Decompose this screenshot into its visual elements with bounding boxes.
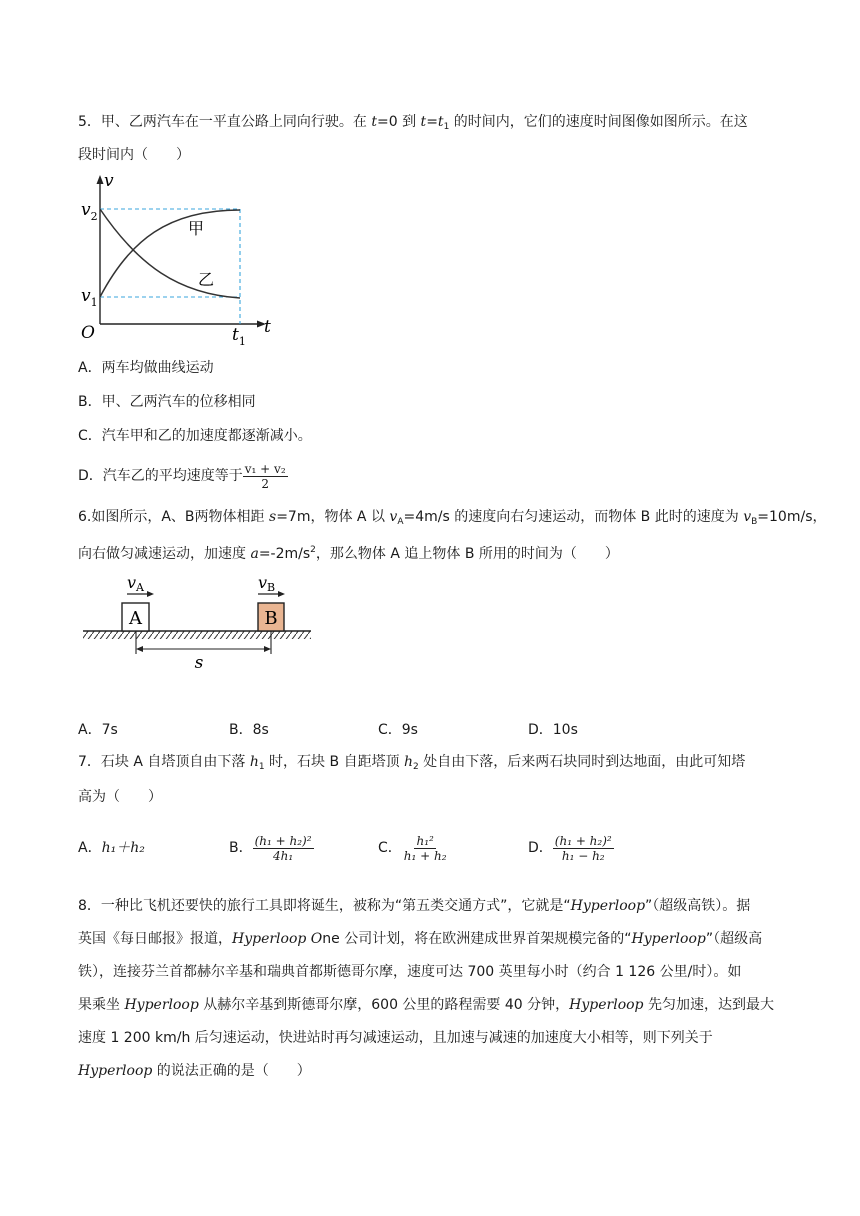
q7-option-d-fraction: $\frac{\text{(h₁ + h₂)²}}{\text{h₁ − h₂}}$ — [554, 833, 612, 863]
velocity-b-label: vB — [258, 573, 276, 594]
q6-option-d[interactable]: D．10s — [528, 722, 578, 738]
q7-option-c[interactable]: C． $\frac{\text{h₁²}}{\text{h₁ + h₂}}$ — [378, 833, 447, 863]
q6-motion-diagram — [80, 570, 320, 672]
q8-stem-line2: 英国《每日邮报》报道，Hyperloop One 公司计划，将在欧洲建成世界首架规模完备的“Hyperloop”（超级高 — [78, 931, 763, 947]
curve-jia-label: 甲 — [188, 219, 205, 238]
q7-option-a[interactable]: A．h₁＋h₂ — [78, 840, 145, 856]
velocity-a-label: vA — [127, 573, 144, 594]
q6-option-c[interactable]: C．9s — [378, 722, 418, 738]
q7-option-d[interactable]: D． $\frac{\text{(h₁ + h₂)²}}{\text{h₁ − h₂}}$ — [528, 833, 612, 863]
distance-label: s — [194, 653, 204, 672]
q7-option-b[interactable]: B． $\frac{\text{(h₁ + h₂)²}}{\text{4h₁}}$ — [229, 833, 312, 863]
q5-option-c[interactable]: C．汽车甲和乙的加速度都逐渐减小。 — [78, 428, 312, 444]
curve-jia — [100, 210, 240, 297]
graph-v1-label: $v_1$ — [81, 286, 98, 309]
q8-stem-line3: 铁），连接芬兰首都赫尔辛基和瑞典首都斯德哥尔摩，速度可达 700 英里每小时（约合 1 126 公里/时）。如 — [78, 964, 742, 980]
graph-v-label: v — [104, 171, 114, 191]
q8-stem-line1: 8．一种比飞机还要快的旅行工具即将诞生，被称为“第五类交通方式”，它就是“Hyperloop”（超级高铁）。据 — [78, 898, 751, 914]
q6-stem-line1: 6.如图所示，A、B两物体相距 s=7m，物体 A 以 $v_A=4m/s$ 的速度向右匀速运动，而物体 B 此时的速度为 $v_B=10m/s$， — [78, 509, 827, 527]
q5-stem-line2: 段时间内（ ） — [78, 147, 190, 163]
q8-stem-line6: Hyperloop 的说法正确的是（ ） — [78, 1063, 311, 1079]
q7-option-c-fraction: $\frac{\text{h₁²}}{\text{h₁ + h₂}}$ — [403, 833, 447, 863]
q5-option-b[interactable]: B．甲、乙两汽车的位移相同 — [78, 394, 256, 410]
q5-option-d-fraction: $\frac{\text{v₁ + v₂}}{2}$ — [244, 461, 286, 491]
curve-yi-label: 乙 — [198, 270, 215, 289]
curve-yi — [100, 209, 240, 298]
q5-stem-line1: 5．甲、乙两汽车在一平直公路上同向行驶。在 t=0 到 $t=t_1$ 的时间内，它们的速度时间图像如图所示。在这 — [78, 114, 748, 132]
q5-velocity-time-graph — [78, 170, 278, 348]
graph-v2-label: $v_2$ — [81, 200, 98, 223]
ground-hatching — [83, 631, 311, 639]
q6-option-a[interactable]: A．7s — [78, 722, 118, 738]
q8-stem-line4: 果乘坐 Hyperloop 从赫尔辛基到斯德哥尔摩，600 公里的路程需要 40 分钟，Hyperloop 先匀加速，达到最大 — [78, 997, 774, 1013]
q8-stem-line5: 速度 1 200 km/h 后匀速运动，快进站时再匀减速运动，且加速与减速的加速度大小相等，则下列关于 — [78, 1030, 713, 1046]
q7-option-b-fraction: $\frac{\text{(h₁ + h₂)²}}{\text{4h₁}}$ — [254, 833, 312, 863]
q5-option-a[interactable]: A．两车均做曲线运动 — [78, 360, 214, 376]
q6-stem-line2: 向右做匀减速运动，加速度 $a=-2m/s^2$，那么物体 A 追上物体 B 所用的时间为（ ） — [78, 545, 619, 562]
block-a-label: A — [129, 608, 142, 629]
graph-origin-label: O — [81, 323, 95, 343]
block-b-label: B — [264, 608, 278, 629]
graph-v-arrow — [97, 175, 104, 184]
q7-stem-line2: 高为（ ） — [78, 789, 162, 805]
graph-t-label: t — [264, 317, 271, 337]
q6-option-b[interactable]: B．8s — [229, 722, 269, 738]
graph-t1-label: $t_1$ — [232, 325, 246, 348]
q7-stem-line1: 7．石块 A 自塔顶自由下落 $h_1$ 时，石块 B 自距塔顶 $h_2$ 处自由下落，后来两石块同时到达地面，由此可知塔 — [78, 754, 746, 772]
q5-option-d[interactable]: D．汽车乙的平均速度等于 $\frac{\text{v₁ + v₂}}{2}$ — [78, 461, 286, 491]
